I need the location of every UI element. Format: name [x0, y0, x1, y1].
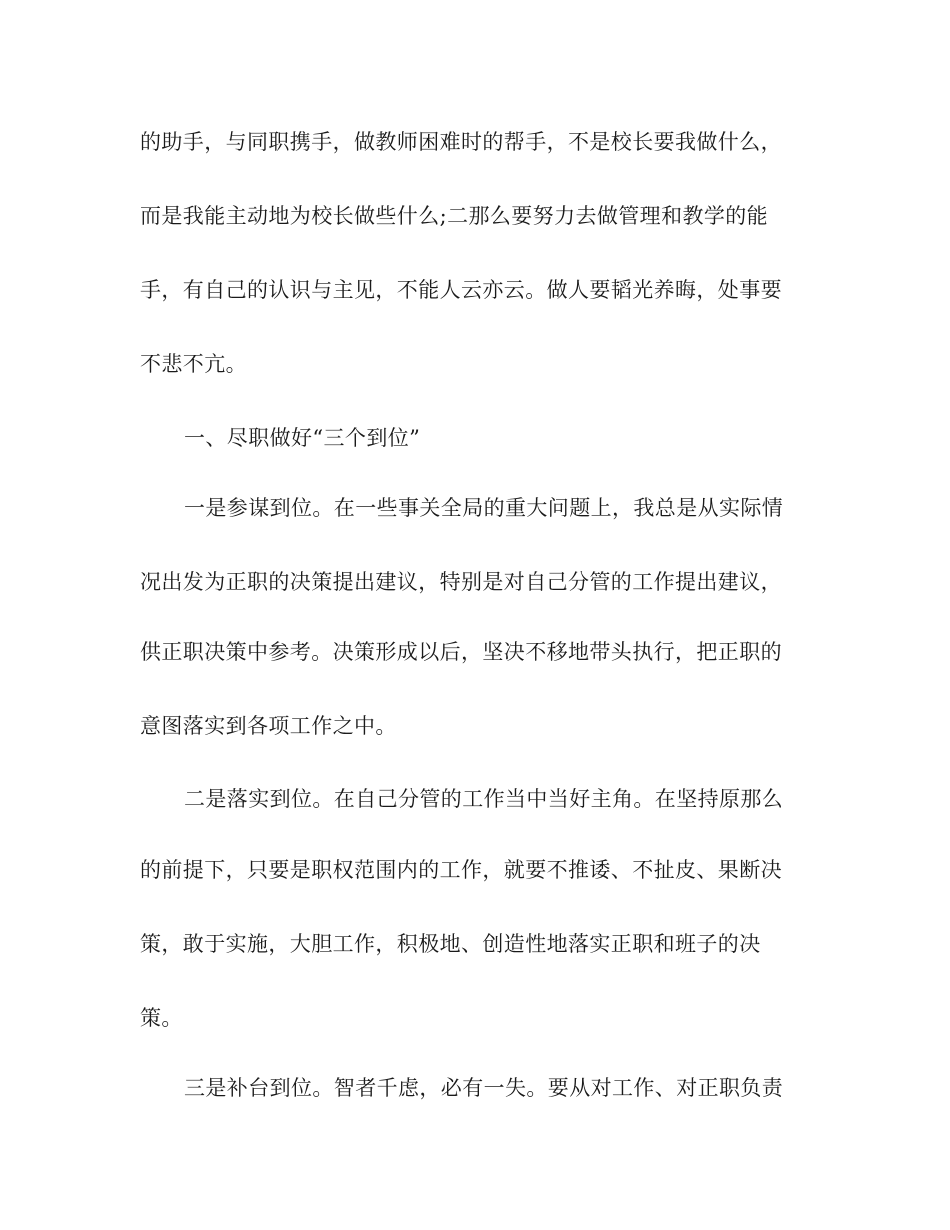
body-text-line: 二是落实到位。在自己分管的工作当中当好主角。在坚持原那么 — [184, 787, 784, 811]
body-text-line: 意图落实到各项工作之中。 — [140, 714, 397, 738]
body-text-line: 的助手，与同职携手，做教师困难时的帮手，不是校长要我做什么， — [140, 130, 782, 154]
body-text-line: 况出发为正职的决策提出建议，特别是对自己分管的工作提出建议， — [140, 570, 782, 594]
body-text-line: 手，有自己的认识与主见，不能人云亦云。做人要韬光养晦，处事要 — [140, 278, 782, 302]
body-text-line: 不悲不亢。 — [140, 352, 247, 376]
body-text-line: 一是参谋到位。在一些事关全局的重大问题上，我总是从实际情 — [184, 496, 784, 520]
body-text-line: 策，敢于实施，大胆工作，积极地、创造性地落实正职和班子的决 — [140, 932, 761, 956]
section-heading: 一、尽职做好“三个到位” — [184, 426, 421, 450]
body-text-line: 的前提下，只要是职权范围内的工作，就要不推诿、不扯皮、果断决 — [140, 858, 782, 882]
body-text-line: 策。 — [140, 1006, 183, 1030]
body-text-line: 而是我能主动地为校长做些什么;二那么要努力去做管理和教学的能 — [140, 204, 769, 228]
body-text-line: 供正职决策中参考。决策形成以后，坚决不移地带头执行，把正职的 — [140, 640, 782, 664]
body-text-line: 三是补台到位。智者千虑，必有一失。要从对工作、对正职负责 — [184, 1076, 784, 1100]
